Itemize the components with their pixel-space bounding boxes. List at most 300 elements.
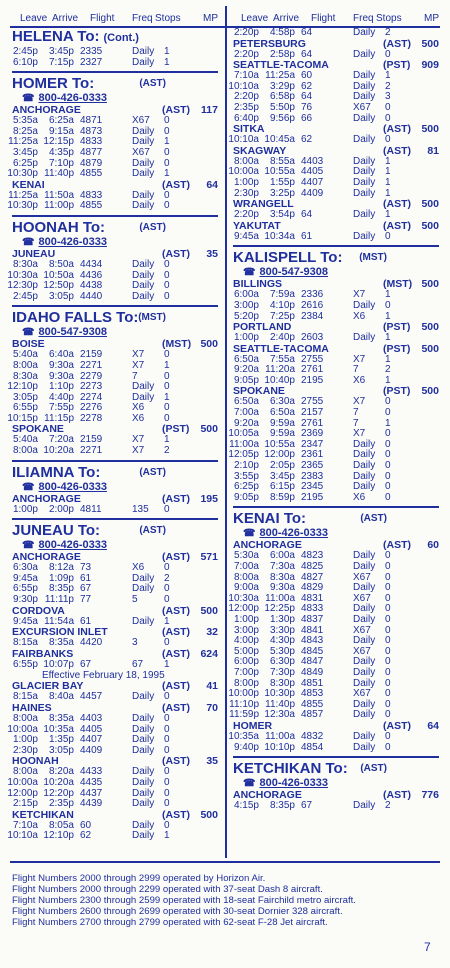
stops: 0 (164, 798, 170, 810)
destination-timezone: (AST) (162, 104, 190, 117)
frequency: X7 (132, 434, 145, 446)
flight-number: 60 (80, 819, 92, 831)
stops: 0 (385, 48, 391, 60)
flight-number: 61 (80, 615, 92, 627)
frequency: Daily (353, 709, 376, 721)
telephone-icon: ☎ (243, 267, 256, 279)
stops: 0 (164, 766, 170, 778)
leave-time: 10:35a (228, 730, 259, 742)
arrive-time: 7:25p (269, 310, 295, 322)
flight-row (233, 355, 439, 366)
frequency: Daily (132, 189, 155, 201)
stops: 0 (164, 280, 170, 292)
frequency: Daily (353, 134, 376, 146)
flight-number: 2761 (301, 364, 324, 376)
frequency: Daily (353, 741, 376, 753)
stops: 0 (385, 449, 391, 461)
flight-number: 2755 (301, 396, 324, 408)
mileage-points: 41 (206, 680, 218, 693)
flight-row (233, 743, 439, 754)
stops: 0 (164, 290, 170, 302)
effective-note: Effective February 18, 1995 (42, 670, 165, 682)
flight-row (12, 563, 218, 574)
mileage-points: 500 (200, 604, 218, 617)
stops: 0 (164, 258, 170, 270)
arrive-time: 7:10p (48, 157, 74, 169)
mileage-points: 500 (200, 423, 218, 436)
mileage-points: 64 (427, 719, 439, 732)
stops: 1 (164, 168, 170, 180)
destination-name: ANCHORAGE (233, 789, 302, 802)
stops: 0 (164, 125, 170, 137)
header-mp: MP (424, 13, 439, 24)
destination-name: FAIRBANKS (12, 647, 74, 660)
arrive-time: 9:59a (269, 417, 295, 429)
leave-time: 3:05p (12, 391, 38, 403)
flight-row (12, 116, 218, 127)
flight-number: 2384 (301, 310, 324, 322)
leave-time: 2:20p (233, 209, 259, 221)
stops: 3 (385, 91, 391, 103)
leave-time: 9:45a (233, 230, 259, 242)
stops: 0 (385, 481, 391, 493)
flight-row (233, 103, 439, 114)
flight-number: 62 (80, 830, 92, 842)
frequency: Daily (353, 176, 376, 188)
stops: 0 (385, 645, 391, 657)
destination-timezone: (PST) (162, 423, 190, 436)
flight-row (233, 583, 439, 594)
flight-row (233, 397, 439, 408)
destination-header (12, 180, 218, 191)
flight-row (12, 574, 218, 585)
arrive-time: 10:45a (264, 134, 295, 146)
arrive-time: 10:35a (43, 723, 74, 735)
flight-row (233, 290, 439, 301)
mileage-points: 776 (421, 789, 439, 802)
leave-time: 1:00p (12, 734, 38, 746)
leave-time: 6:25p (12, 157, 38, 169)
flight-number: 4439 (80, 798, 103, 810)
leave-time: 6:55p (12, 658, 38, 670)
destination-name: SITKA (233, 123, 265, 136)
stops: 0 (385, 741, 391, 753)
flight-number: 67 (301, 800, 313, 812)
stops: 1 (164, 56, 170, 68)
destination-header (233, 386, 439, 397)
frequency: Daily (353, 582, 376, 594)
destination-name: ANCHORAGE (12, 492, 81, 505)
stops: 1 (385, 289, 391, 301)
destination-name: BOISE (12, 338, 45, 351)
frequency: Daily (353, 656, 376, 668)
frequency: X67 (353, 571, 371, 583)
flight-number: 2336 (301, 289, 324, 301)
destination-name: WRANGELL (233, 198, 294, 211)
footnote: Flight Numbers 2000 through 2299 operated with 37-seat Dash 8 aircraft. (12, 884, 323, 895)
stops: 1 (385, 166, 391, 178)
flight-row (233, 28, 439, 39)
stops: 1 (164, 46, 170, 57)
arrive-time: 3:45p (269, 470, 295, 482)
mileage-points: 35 (206, 755, 218, 768)
flight-row (12, 292, 218, 303)
destination-timezone: (PST) (383, 59, 411, 72)
flight-number: 4832 (301, 730, 324, 742)
arrive-time: 3:29p (269, 80, 295, 92)
flight-number: 4407 (301, 176, 324, 188)
destination-header (12, 249, 218, 260)
frequency: Daily (132, 200, 155, 212)
frequency: X7 (353, 353, 366, 365)
leave-time: 6:00a (233, 289, 259, 301)
flight-number: 2369 (301, 428, 324, 440)
arrive-time: 6:25a (48, 115, 74, 127)
arrive-time: 10:34a (264, 230, 295, 242)
leave-time: 6:55p (12, 402, 38, 414)
arrive-time: 1:09p (48, 572, 74, 584)
flight-number: 4403 (301, 155, 324, 167)
stops: 1 (385, 70, 391, 82)
leave-time: 11:59p (229, 709, 259, 721)
leave-time: 2:20p (233, 27, 259, 38)
arrive-time: 6:15p (269, 481, 295, 493)
frequency: 7 (353, 417, 359, 429)
stops: 0 (385, 666, 391, 678)
leave-time: 12:00p (228, 603, 259, 615)
flight-row (233, 801, 439, 812)
leave-time: 11:25a (8, 189, 38, 201)
frequency: Daily (353, 91, 376, 103)
flight-number: 2278 (80, 412, 103, 424)
origin-block (228, 506, 439, 753)
leave-time: 10:30p (7, 168, 38, 180)
header-arrive: Arrive (52, 13, 79, 24)
stops: 0 (385, 613, 391, 625)
frequency: Daily (353, 730, 376, 742)
flight-number: 66 (301, 112, 313, 124)
destination-header (12, 810, 218, 821)
origin-timezone: (AST) (139, 466, 166, 478)
destination-name: EXCURSION INLET (12, 626, 108, 639)
flight-row (233, 472, 439, 483)
flight-number: 2279 (80, 370, 103, 382)
leave-time: 10:00a (228, 166, 259, 178)
destination-header (12, 606, 218, 617)
flight-row (233, 493, 439, 504)
arrive-time: 1:30p (269, 613, 295, 625)
arrive-time: 12:30a (264, 709, 295, 721)
arrive-time: 10:30p (264, 688, 295, 700)
arrive-time: 11:00p (44, 200, 74, 212)
stops: 0 (385, 688, 391, 700)
flight-number: 2271 (80, 359, 103, 371)
stops: 1 (164, 830, 170, 842)
stops: 0 (385, 550, 391, 562)
frequency: X7 (132, 359, 145, 371)
destination-header (12, 756, 218, 767)
frequency: X67 (353, 645, 371, 657)
arrive-time: 11:25a (265, 70, 295, 82)
stops: 0 (164, 370, 170, 382)
destination-timezone: (AST) (162, 492, 190, 505)
flight-row (12, 58, 218, 69)
stops: 0 (385, 677, 391, 689)
leave-time: 3:55p (233, 470, 259, 482)
flight-number: 4843 (301, 635, 324, 647)
mileage-points: 81 (427, 144, 439, 157)
destination-timezone: (AST) (162, 551, 190, 564)
arrive-time: 8:35a (48, 637, 74, 649)
destination-header (233, 199, 439, 210)
flight-number: 2335 (80, 46, 103, 57)
flight-number: 4420 (80, 637, 103, 649)
flight-number: 2159 (80, 349, 103, 361)
stops: 0 (164, 594, 170, 606)
destination-timezone: (AST) (162, 247, 190, 260)
leave-time: 2:20p (233, 48, 259, 60)
stops: 0 (385, 460, 391, 472)
header-stops: Stops (155, 13, 181, 24)
stops: 1 (164, 658, 170, 670)
mileage-points: 500 (200, 808, 218, 821)
phone-number: 800-426-0333 (38, 235, 107, 248)
flight-number: 2271 (80, 445, 103, 457)
arrive-time: 3:54p (269, 209, 295, 221)
leave-time: 8:15a (12, 637, 38, 649)
origin-block (12, 28, 218, 68)
stops: 0 (385, 134, 391, 146)
flight-number: 4831 (301, 592, 324, 604)
stops: 0 (385, 571, 391, 583)
flight-number: 2195 (301, 374, 324, 386)
flight-number: 2274 (80, 391, 103, 403)
frequency: Daily (353, 550, 376, 562)
flight-number: 4403 (80, 713, 103, 724)
destination-name: ANCHORAGE (12, 551, 81, 564)
frequency: X6 (353, 491, 366, 503)
mileage-points: 32 (206, 626, 218, 639)
arrive-time: 9:15a (48, 125, 74, 137)
flight-number: 64 (301, 27, 313, 38)
arrive-time: 1:55p (269, 176, 295, 188)
destination-header (233, 721, 439, 732)
arrive-time: 10:55a (264, 166, 295, 178)
origin-header (12, 464, 218, 481)
stops: 2 (164, 572, 170, 584)
reservations-phone (12, 236, 218, 249)
origin-timezone: (AST) (360, 513, 387, 525)
frequency: X6 (132, 562, 145, 574)
destination-timezone: (PST) (383, 342, 411, 355)
frequency: Daily (353, 449, 376, 461)
frequency: X6 (353, 310, 366, 322)
frequency: Daily (353, 332, 376, 344)
leave-time: 8:00a (12, 713, 38, 724)
frequency: Daily (353, 27, 376, 38)
flight-number: 4434 (80, 258, 103, 270)
arrive-time: 9:30a (269, 582, 295, 594)
frequency: 7 (353, 364, 359, 376)
frequency: Daily (353, 438, 376, 450)
frequency: Daily (353, 209, 376, 221)
flight-row (233, 647, 439, 658)
flight-number: 4873 (80, 125, 103, 137)
arrive-time: 3:25p (269, 187, 295, 199)
stops: 1 (164, 359, 170, 371)
arrive-time: 2:35p (48, 798, 74, 810)
arrive-time: 12:00p (264, 449, 295, 461)
flight-number: 4855 (80, 168, 103, 180)
destination-timezone: (MST) (383, 278, 413, 291)
frequency: Daily (353, 603, 376, 615)
phone-number: 800-547-9308 (38, 326, 107, 339)
flight-row (233, 301, 439, 312)
leave-time: 1:00p (233, 332, 259, 344)
arrive-time: 8:50a (48, 258, 74, 270)
destination-name: HAINES (12, 702, 52, 714)
arrive-time: 12:15p (43, 136, 74, 148)
leave-time: 9:30p (12, 594, 38, 606)
flight-number: 4847 (301, 656, 324, 668)
leave-time: 10:00a (7, 723, 38, 735)
arrive-time: 9:56p (269, 112, 295, 124)
leave-time: 8:00a (233, 155, 259, 167)
frequency: Daily (353, 481, 376, 493)
mileage-points: 500 (421, 385, 439, 398)
destination-header (233, 322, 439, 333)
destination-header (12, 424, 218, 435)
arrive-time: 11:15p (44, 412, 74, 424)
origin-title: KALISPELL To: (233, 249, 343, 267)
frequency: Daily (132, 766, 155, 778)
leave-time: 3:45p (12, 146, 38, 158)
mileage-points: 500 (421, 37, 439, 50)
mileage-points: 195 (200, 492, 218, 505)
leave-time: 1:00p (12, 503, 38, 515)
arrive-time: 9:30a (48, 359, 74, 371)
frequency: Daily (132, 168, 155, 180)
arrive-time: 1:10p (48, 381, 74, 393)
arrive-time: 2:40p (269, 332, 295, 344)
leave-time: 12:30p (7, 280, 38, 292)
destination-header (12, 703, 218, 714)
flight-number: 4845 (301, 645, 324, 657)
flight-number: 4879 (80, 157, 103, 169)
destination-name: SEATTLE-TACOMA (233, 59, 329, 72)
column-divider (225, 6, 227, 858)
frequency: Daily (353, 800, 376, 812)
leave-time: 2:20p (233, 91, 259, 103)
arrive-time: 2:05p (269, 460, 295, 472)
destination-timezone: (MST) (162, 338, 192, 351)
flight-number: 2345 (301, 481, 324, 493)
origin-block (233, 756, 439, 812)
frequency: Daily (353, 698, 376, 710)
leave-time: 9:40p (233, 741, 259, 753)
mileage-points: 64 (206, 178, 218, 191)
stops: 1 (385, 374, 391, 386)
leave-time: 11:00a (229, 438, 259, 450)
mileage-points: 500 (421, 123, 439, 136)
stops: 0 (164, 146, 170, 158)
flight-number: 4833 (301, 603, 324, 615)
mileage-points: 35 (206, 247, 218, 260)
leave-time: 10:30a (228, 592, 259, 604)
header-leave: Leave (20, 13, 48, 24)
origin-block (7, 215, 218, 302)
flight-number: 4857 (301, 709, 324, 721)
flight-row (12, 393, 218, 404)
footnote: Flight Numbers 2700 through 2799 operated with 62-seat F-28 Jet aircraft. (12, 917, 328, 928)
arrive-time: 5:30p (269, 645, 295, 657)
arrive-time: 11:40p (44, 168, 74, 180)
destination-name: SPOKANE (233, 385, 285, 398)
mileage-points: 500 (200, 338, 218, 351)
destination-header (12, 105, 218, 116)
leave-time: 6:50a (233, 396, 259, 408)
stops: 1 (385, 187, 391, 199)
leave-time: 5:20p (233, 310, 259, 322)
origin-header (12, 75, 218, 92)
flight-number: 4825 (301, 561, 324, 572)
destination-timezone: (AST) (383, 123, 411, 136)
destination-timezone: (AST) (162, 647, 190, 660)
stops: 0 (164, 691, 170, 703)
phone-number: 800-426-0333 (38, 480, 107, 493)
flight-row (233, 551, 439, 562)
flight-number: 4833 (80, 136, 103, 148)
frequency: X7 (132, 445, 145, 457)
header-freq: Freq (353, 13, 374, 24)
leave-time: 12:10p (7, 381, 38, 393)
mileage-points: 500 (421, 198, 439, 211)
destination-name: GLACIER BAY (12, 680, 84, 693)
arrive-time: 4:40p (48, 391, 74, 403)
stops: 0 (385, 470, 391, 482)
origin-block (7, 71, 218, 212)
stops: 1 (164, 615, 170, 627)
flight-row (233, 482, 439, 493)
stops: 0 (164, 819, 170, 831)
leave-time: 5:40a (12, 434, 38, 446)
flight-number: 4829 (301, 582, 324, 594)
destination-name: SEATTLE-TACOMA (233, 342, 329, 355)
stops: 0 (164, 787, 170, 799)
arrive-time: 6:30p (269, 656, 295, 668)
flight-row (233, 178, 439, 189)
stops: 0 (164, 402, 170, 414)
mileage-points: 117 (201, 104, 218, 117)
header-arrive: Arrive (273, 13, 300, 24)
leave-time: 10:30a (7, 269, 38, 281)
stops: 0 (164, 503, 170, 515)
leave-time: 4:00p (233, 635, 259, 647)
leave-time: 7:00p (233, 666, 259, 678)
stops: 0 (164, 637, 170, 649)
destination-timezone: (AST) (162, 680, 190, 693)
arrive-time: 6:58p (269, 91, 295, 103)
leave-time: 7:10a (12, 819, 38, 831)
origin-title: IDAHO FALLS To: (12, 309, 139, 327)
flight-number: 4457 (80, 691, 103, 703)
arrive-time: 8:35a (48, 713, 74, 724)
frequency: 67 (132, 658, 144, 670)
stops: 1 (385, 310, 391, 322)
flight-number: 4405 (80, 723, 103, 735)
frequency: Daily (132, 290, 155, 302)
frequency: Daily (132, 615, 155, 627)
